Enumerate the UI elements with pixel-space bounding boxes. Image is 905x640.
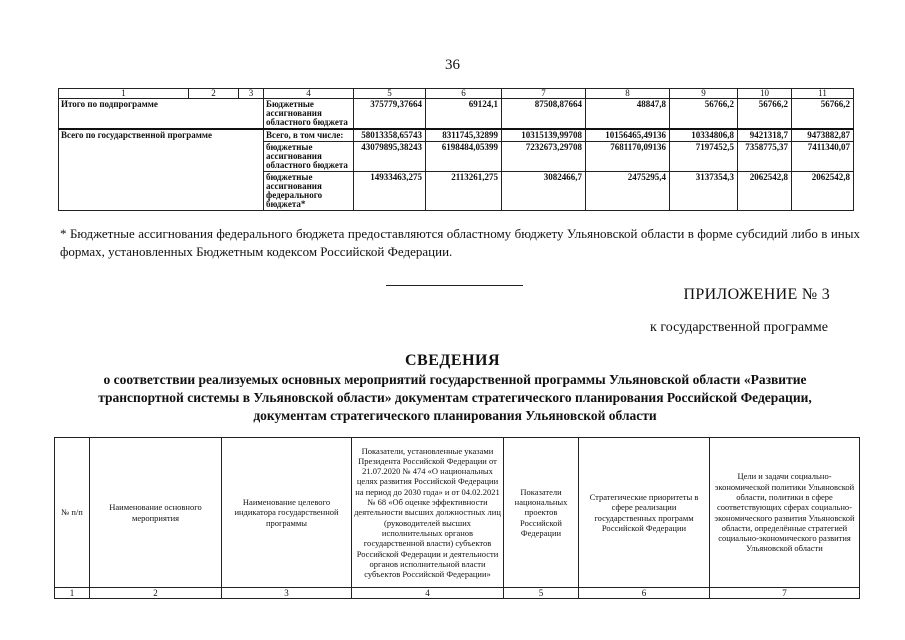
info-table bbox=[54, 437, 860, 599]
info-col-number: 1 bbox=[55, 588, 90, 599]
info-header-cell: Наименование целевого индикатора государственной программы bbox=[222, 438, 352, 588]
amount-cell: 3137354,3 bbox=[670, 172, 738, 211]
amount-cell: 10156465,49136 bbox=[586, 129, 670, 142]
amount-cell: 14933463,275 bbox=[354, 172, 426, 211]
budget-col-number: 11 bbox=[792, 89, 854, 99]
budget-col-number: 2 bbox=[189, 89, 239, 99]
info-header-cell: Показатели национальных проектов Российской Федерации bbox=[504, 438, 579, 588]
amount-cell: 2113261,275 bbox=[426, 172, 502, 211]
amount-cell: 8311745,32899 bbox=[426, 129, 502, 142]
amount-cell: 7232673,29708 bbox=[502, 142, 586, 172]
info-header-cell: Наименование основного мероприятия bbox=[90, 438, 222, 588]
info-header-cell: № п/п bbox=[55, 438, 90, 588]
info-col-number: 2 bbox=[90, 588, 222, 599]
info-col-number: 5 bbox=[504, 588, 579, 599]
budget-col-number: 5 bbox=[354, 89, 426, 99]
amount-cell: 56766,2 bbox=[738, 99, 792, 130]
amount-cell: 3082466,7 bbox=[502, 172, 586, 211]
amount-cell: 375779,37664 bbox=[354, 99, 426, 130]
amount-cell: 10334806,8 bbox=[670, 129, 738, 142]
row-label: Всего по государственной программе bbox=[59, 129, 264, 211]
budget-col-number: 7 bbox=[502, 89, 586, 99]
amount-cell: 56766,2 bbox=[792, 99, 854, 130]
budget-col-number: 9 bbox=[670, 89, 738, 99]
program-total-row bbox=[59, 129, 854, 142]
funding-source: Всего, в том числе: bbox=[264, 129, 354, 142]
budget-table bbox=[58, 88, 854, 211]
info-header-cell: Цели и задачи социально-экономической политики Ульяновской области, политики в сфере соответствующих сферах социально-экономического развития Ульяновской области, определённые стратегией социально-экономического развития Ульяновской области bbox=[710, 438, 860, 588]
amount-cell: 7358775,37 bbox=[738, 142, 792, 172]
budget-col-number: 6 bbox=[426, 89, 502, 99]
budget-col-number: 3 bbox=[239, 89, 264, 99]
budget-col-number: 4 bbox=[264, 89, 354, 99]
page-number: 36 bbox=[445, 57, 460, 73]
amount-cell: 9473882,87 bbox=[792, 129, 854, 142]
appendix-title: ПРИЛОЖЕНИЕ № 3 bbox=[683, 286, 830, 303]
info-header-cell: Стратегические приоритеты в сфере реализации государственных программ Российской Федерации bbox=[579, 438, 710, 588]
info-numbers-row bbox=[55, 588, 860, 599]
amount-cell: 87508,87664 bbox=[502, 99, 586, 130]
amount-cell: 48847,8 bbox=[586, 99, 670, 130]
footnote: * Бюджетные ассигнования федерального бюджета предоставляются областному бюджету Ульяновской области в форме субсидий либо в иных формах, установленных Бюджетным кодексом Российской Федерации. bbox=[60, 226, 860, 259]
amount-cell: 7681170,09136 bbox=[586, 142, 670, 172]
row-label: Итого по подпрограмме bbox=[59, 99, 264, 130]
amount-cell: 2062542,8 bbox=[738, 172, 792, 211]
amount-cell: 58013358,65743 bbox=[354, 129, 426, 142]
info-col-number: 6 bbox=[579, 588, 710, 599]
info-col-number: 3 bbox=[222, 588, 352, 599]
subprogram-total-row bbox=[59, 99, 854, 130]
info-col-number: 7 bbox=[710, 588, 860, 599]
amount-cell: 6198484,05399 bbox=[426, 142, 502, 172]
funding-source: Бюджетные ассигнования областного бюджета bbox=[264, 99, 354, 130]
info-header-cell: Показатели, установленные указами Президента Российской Федерации от 21.07.2020 № 474 «О национальных целях развития Российской Федерации на период до 2030 года» и от 04.02.2021 № 68 «Об оценке эффективности деятельности высших должностных лиц (руководителей высших исполнительных органов государственной власти) субъектов Российской Федерации и деятельности органов исполнительной власти субъектов Российской Федерации» bbox=[352, 438, 504, 588]
document-subtitle: о соответствии реализуемых основных мероприятий государственной программы Ульяновской области «Развитие транспортной системы в Ульяновской области» документам стратегического планирования Российской Федерации, документам стратегического планирования Ульяновской области bbox=[98, 372, 812, 423]
amount-cell: 69124,1 bbox=[426, 99, 502, 130]
amount-cell: 9421318,7 bbox=[738, 129, 792, 142]
budget-col-number: 1 bbox=[59, 89, 189, 99]
budget-header-row bbox=[59, 89, 854, 99]
amount-cell: 2475295,4 bbox=[586, 172, 670, 211]
budget-col-number: 8 bbox=[586, 89, 670, 99]
info-header-row bbox=[55, 438, 860, 588]
info-col-number: 4 bbox=[352, 588, 504, 599]
amount-cell: 10315139,99708 bbox=[502, 129, 586, 142]
document-title: СВЕДЕНИЯ bbox=[404, 352, 501, 369]
amount-cell: 7197452,5 bbox=[670, 142, 738, 172]
amount-cell: 7411340,07 bbox=[792, 142, 854, 172]
funding-source: бюджетные ассигнования областного бюджета bbox=[264, 142, 354, 172]
divider-line bbox=[386, 285, 523, 286]
amount-cell: 43079895,38243 bbox=[354, 142, 426, 172]
amount-cell: 2062542,8 bbox=[792, 172, 854, 211]
appendix-subtitle: к государственной программе bbox=[650, 320, 828, 335]
budget-col-number: 10 bbox=[738, 89, 792, 99]
amount-cell: 56766,2 bbox=[670, 99, 738, 130]
funding-source: бюджетные ассигнования федерального бюджета* bbox=[264, 172, 354, 211]
